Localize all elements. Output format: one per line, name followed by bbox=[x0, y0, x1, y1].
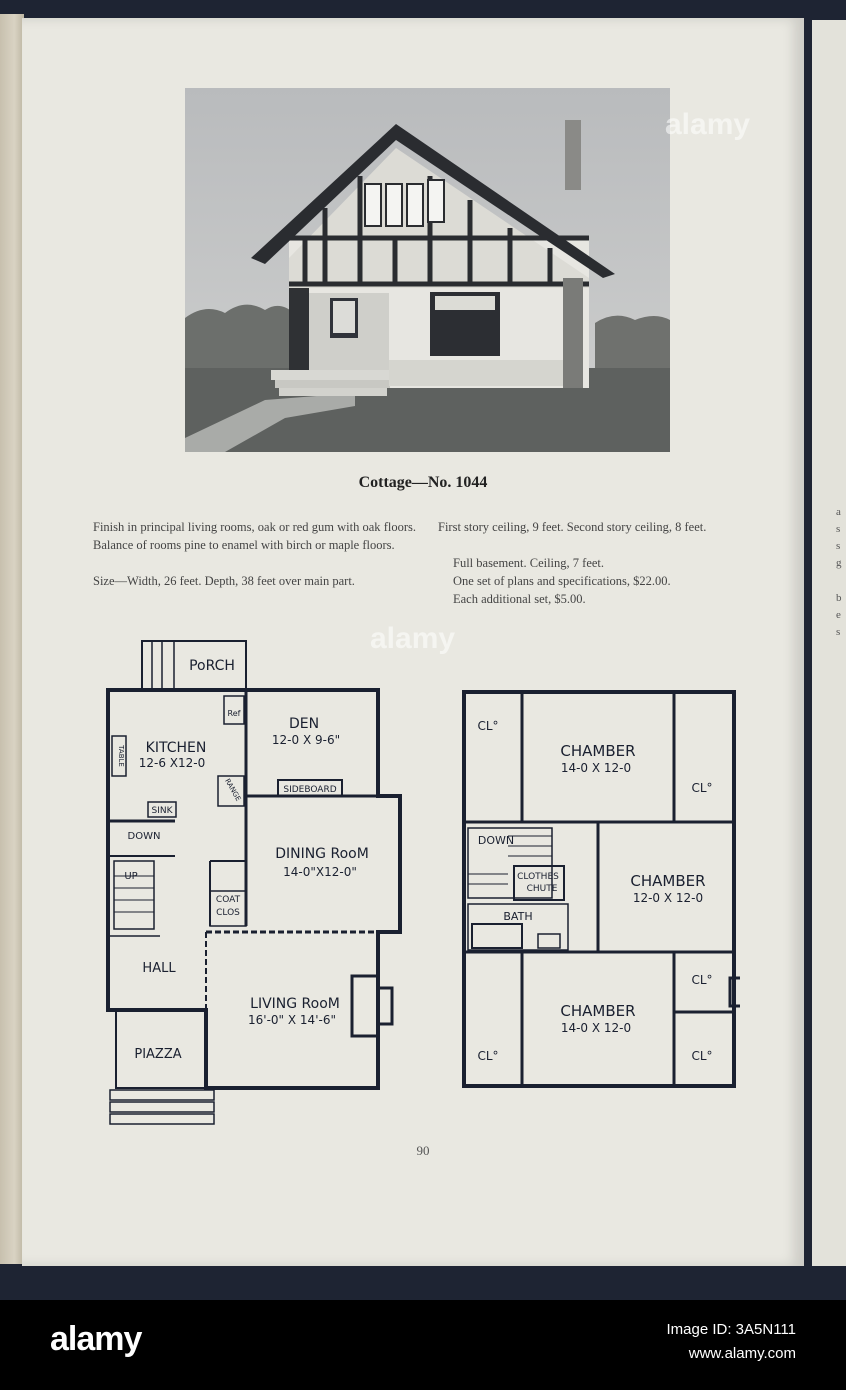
chamber-label: CHAMBER bbox=[630, 872, 706, 890]
sideboard-label: SIDEBOARD bbox=[283, 785, 337, 795]
second-floor-plan bbox=[458, 686, 740, 1092]
description-left-2: Size—Width, 26 feet. Depth, 38 feet over main part. bbox=[93, 574, 355, 588]
kitchen-label: KITCHEN bbox=[145, 740, 207, 756]
house-illustration bbox=[185, 88, 670, 452]
range-label: RANGE bbox=[223, 777, 243, 803]
watermark-overlay: alamy bbox=[665, 108, 751, 141]
table-label: TABLE bbox=[117, 745, 125, 767]
coat-label: COAT bbox=[215, 895, 241, 905]
watermark-overlay: alamy bbox=[370, 622, 456, 655]
clothes-chute-label: CLOTHES bbox=[517, 872, 559, 882]
den-label: DEN bbox=[288, 716, 320, 732]
sink-label: SINK bbox=[151, 806, 173, 816]
next-page-fragment: s bbox=[836, 523, 841, 535]
chamber-label: CHAMBER bbox=[560, 1002, 636, 1020]
next-page-fragment: s bbox=[836, 626, 841, 638]
living-room-size: 16'-0" X 14'-6" bbox=[248, 1013, 336, 1027]
down-label: DOWN bbox=[127, 831, 161, 842]
next-page-fragment: g bbox=[836, 557, 842, 569]
description-right-2: Full basement. Ceiling, 7 feet. bbox=[453, 556, 605, 570]
chamber-size: 12-0 X 12-0 bbox=[632, 891, 704, 905]
dining-room-label: DINING RooM bbox=[275, 846, 369, 862]
next-page-fragment: a bbox=[836, 506, 841, 518]
first-floor-plan bbox=[100, 636, 410, 1128]
porch-label: PoRCH bbox=[189, 658, 235, 674]
closet-label: CLOS bbox=[216, 908, 240, 918]
ref-label: Ref bbox=[227, 709, 241, 718]
page-stack-edge bbox=[0, 14, 24, 1264]
hall-label: HALL bbox=[142, 961, 176, 976]
closet-label: CL° bbox=[691, 781, 713, 795]
description-right-3: One set of plans and specifications, $22.00. bbox=[453, 574, 671, 588]
den-size: 12-0 X 9-6" bbox=[271, 733, 341, 747]
piazza-label: PIAZZA bbox=[134, 1047, 182, 1062]
page-title: Cottage—No. 1044 bbox=[358, 474, 488, 491]
clothes-chute-label: CHUTE bbox=[526, 884, 558, 894]
watermark-image-id: Image ID: 3A5N111 bbox=[666, 1321, 796, 1338]
watermark-url: www.alamy.com bbox=[688, 1345, 796, 1362]
page-number: 90 bbox=[416, 1143, 430, 1158]
dining-room-size: 14-0"X12-0" bbox=[283, 865, 357, 879]
closet-label: CL° bbox=[477, 719, 499, 733]
description-right-4: Each additional set, $5.00. bbox=[453, 592, 586, 606]
next-page-fragment: s bbox=[836, 540, 841, 552]
kitchen-size: 12-6 X12-0 bbox=[138, 756, 206, 770]
up-label: UP bbox=[124, 871, 138, 882]
down-label: DOWN bbox=[477, 834, 515, 847]
description-left-1: Finish in principal living rooms, oak or red gum with oak floors. Balance of rooms pine to enamel with birch or maple floors. bbox=[93, 520, 416, 552]
closet-label: CL° bbox=[691, 973, 713, 987]
living-room-label: LIVING RooM bbox=[250, 996, 340, 1012]
next-page-fragment: b bbox=[836, 592, 842, 604]
house-photograph bbox=[185, 88, 670, 452]
closet-label: CL° bbox=[477, 1049, 499, 1063]
watermark-logo: alamy bbox=[50, 1320, 142, 1358]
next-page-edge bbox=[812, 20, 846, 1266]
chamber-size: 14-0 X 12-0 bbox=[560, 1021, 632, 1035]
chamber-label: CHAMBER bbox=[560, 742, 636, 760]
next-page-fragment: e bbox=[836, 609, 841, 621]
bath-label: BATH bbox=[503, 910, 533, 923]
chamber-size: 14-0 X 12-0 bbox=[560, 761, 632, 775]
closet-label: CL° bbox=[691, 1049, 713, 1063]
description-right-1: First story ceiling, 9 feet. Second story ceiling, 8 feet. bbox=[438, 520, 707, 534]
